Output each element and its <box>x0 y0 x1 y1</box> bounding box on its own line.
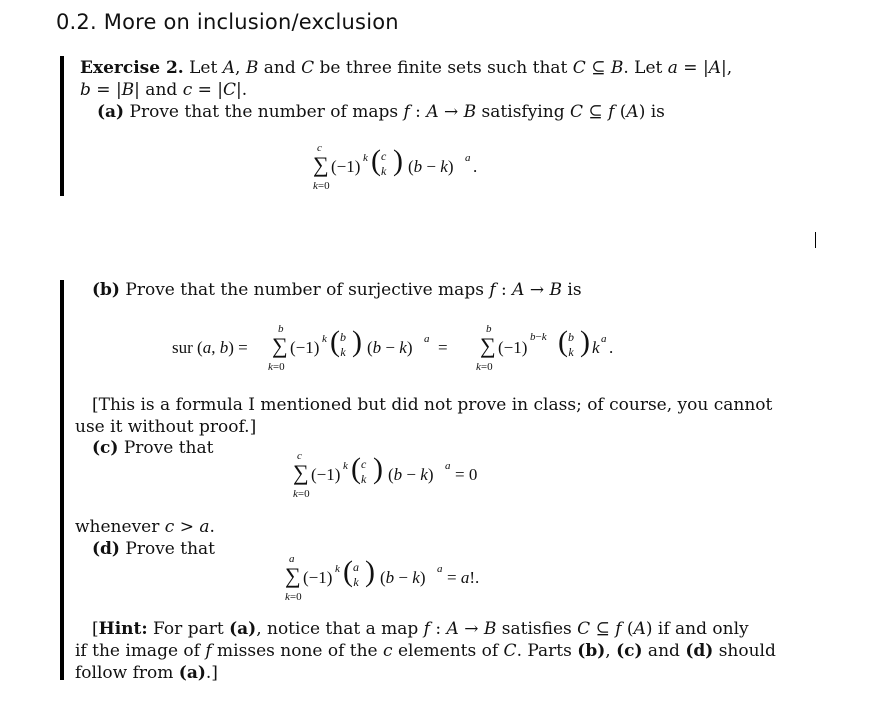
part-a-text: (a) Prove that the number of maps f : A → B satisfying C ⊆ f (A) is <box>97 102 665 122</box>
part-d-text: (d) Prove that <box>92 539 216 559</box>
hint-line-1: [Hint: For part (a), notice that a map f : A → B satisfies C ⊆ f (A) if and only <box>92 619 749 639</box>
section-heading: 0.2. More on inclusion/exclusion <box>56 10 399 34</box>
note-line-1: [This is a formula I mentioned but did not prove in class; of course, you cannot <box>92 395 773 415</box>
formula-a: c ∑ k=0 (−1) k ( c k ) (b − k) a . <box>313 142 478 192</box>
note-line-2: use it without proof.] <box>75 417 257 437</box>
part-b-text: (b) Prove that the number of surjective maps f : A → B is <box>92 280 582 300</box>
margin-bar <box>60 56 64 196</box>
whenever-text: whenever c > a. <box>75 517 215 537</box>
exercise-line-2: b = |B| and c = |C|. <box>80 80 248 100</box>
formula-d: a ∑ k=0 (−1) k ( a k ) (b − k) a = a!. <box>285 553 480 603</box>
hint-line-2: if the image of f misses none of the c elements of C. Parts (b), (c) and (d) should <box>75 641 776 661</box>
hint-line-3: follow from (a).] <box>75 663 218 683</box>
part-c-text: (c) Prove that <box>92 438 214 458</box>
formula-c: c ∑ k=0 (−1) k ( c k ) (b − k) a = 0 <box>293 450 478 500</box>
exercise-line-1: Exercise 2. Let A, B and C be three finite sets such that C ⊆ B. Let a = |A|, <box>80 58 733 78</box>
formula-b: sur (a, b) = b ∑ k=0 (−1) k ( b k ) (b − k) a = b ∑ k=0 (−1) b−k ( b k ) k a . <box>172 323 614 373</box>
margin-bar <box>60 280 64 680</box>
margin-mark <box>815 232 816 248</box>
